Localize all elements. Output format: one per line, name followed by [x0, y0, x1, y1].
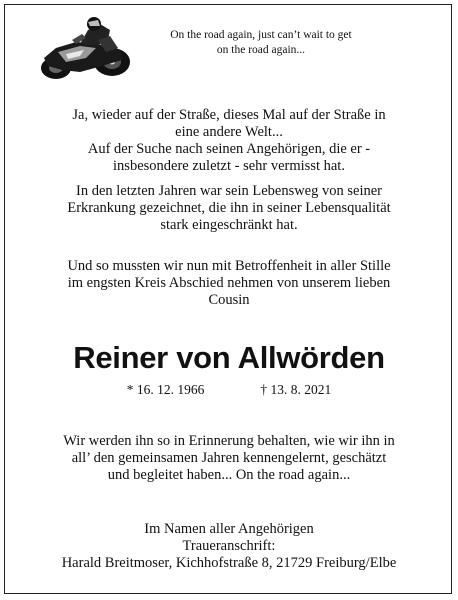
- paragraph-remembrance-line-2: all’ den gemeinsamen Jahren kennengelernt, geschätzt: [71, 450, 387, 466]
- signature-block: [22, 521, 436, 572]
- death-date: † 13. 8. 2021: [260, 382, 332, 397]
- paragraph-journey: [22, 107, 436, 175]
- paragraph-journey-line-2: eine andere Welt...: [175, 124, 283, 140]
- signature-line-1: Im Namen aller Angehörigen: [144, 521, 314, 537]
- paragraph-illness-line-1: In den letzten Jahren war sein Lebensweg von seiner: [76, 183, 382, 199]
- paragraph-journey-line-4: insbesondere zuletzt - sehr vermisst hat.: [113, 158, 345, 174]
- motto: [130, 28, 392, 58]
- paragraph-remembrance-line-1: Wir werden ihn so in Erinnerung behalten, wie wir ihn in: [63, 433, 395, 449]
- paragraph-illness: [22, 183, 436, 234]
- paragraph-illness-line-3: stark eingeschränkt hat.: [160, 217, 298, 233]
- mourning-address: Harald Breitmoser, Kichhofstraße 8, 21729 Freiburg/Elbe: [61, 555, 397, 571]
- paragraph-farewell-line-3: Cousin: [208, 292, 250, 308]
- paragraph-farewell-line-2: im engsten Kreis Abschied nehmen von unserem lieben: [67, 275, 391, 291]
- motto-line-1: On the road again, just can’t wait to get: [170, 29, 352, 41]
- signature-line-2: Traueranschrift:: [182, 538, 276, 554]
- paragraph-farewell: [22, 258, 436, 309]
- life-dates: [0, 382, 458, 398]
- paragraph-remembrance: [22, 433, 436, 484]
- motto-line-2: on the road again...: [216, 44, 306, 56]
- deceased-name: Reiner von Allwörden: [73, 340, 385, 375]
- paragraph-farewell-line-1: Und so mussten wir nun mit Betroffenheit in aller Stille: [67, 258, 391, 274]
- paragraph-journey-line-3: Auf der Suche nach seinen Angehörigen, die er -: [87, 141, 371, 157]
- motorcycle-rider-icon: [36, 14, 132, 86]
- paragraph-illness-line-2: Erkrankung gezeichnet, die ihn in seiner Lebensqualität: [67, 200, 391, 216]
- birth-date: * 16. 12. 1966: [126, 382, 205, 397]
- paragraph-journey-line-1: Ja, wieder auf der Straße, dieses Mal auf der Straße in: [72, 107, 386, 123]
- paragraph-remembrance-line-3: und begleitet haben... On the road again...: [107, 467, 351, 483]
